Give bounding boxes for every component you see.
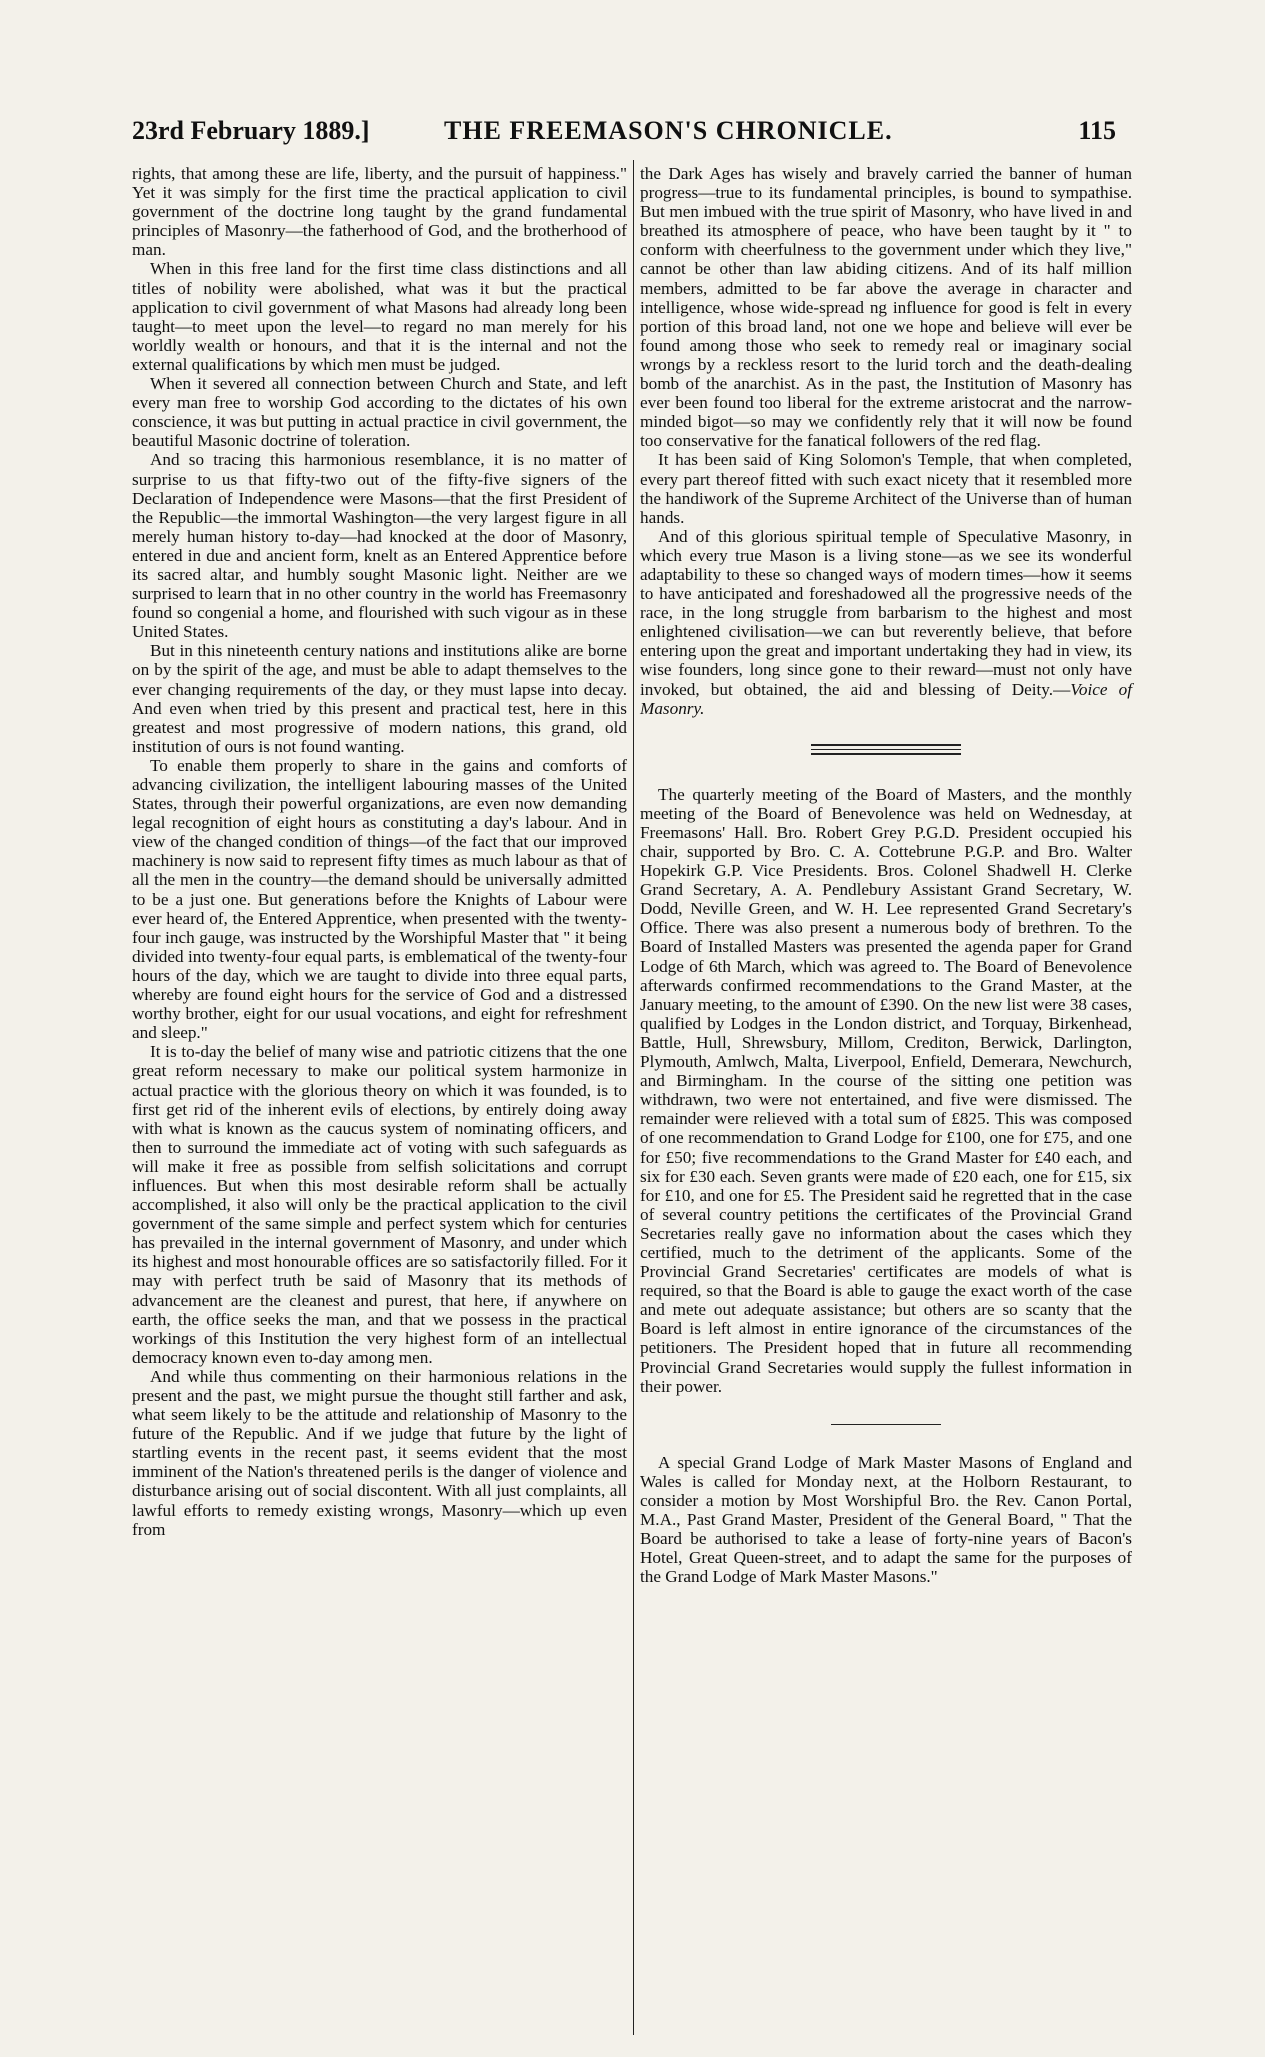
- item-separator: [831, 1424, 941, 1425]
- left-column: [132, 164, 627, 1539]
- news-item-mark-masons: A special Grand Lodge of Mark Master Masons of England and Wales is called for Monday next, at the Holborn Restaurant, to consider a motion by Most Worshipful Bro. the Rev. Canon Portal, M.A., Past Grand Master, President of the General Board, " That the Board be authorised to take a lease of forty-nine years of Bacon's Hotel, Great Queen-street, and to adapt the same for the purposes of the Grand Lodge of Mark Master Masons.": [640, 1452, 1132, 1587]
- article-paragraph: rights, that among these are life, liberty, and the pursuit of happiness." Yet it was simply for the first time the practical application to civil government of the doctrine long taught by the grand fundamental principles of Masonry—the fatherhood of God, and the brotherhood of man.: [132, 164, 627, 260]
- article-paragraph: It is to-day the belief of many wise and patriotic citizens that the one great reform necessary to make our political system harmonize in actual practice with the glorious theory on which it was founded, is to first get rid of the inherent evils of elections, by entirely doing away with what is known as the caucus system of nominating officers, and then to surround the immediate act of voting with such safeguards as will make it free as possible from selfish solicitations and corrupt influences. But when this most desirable reform shall be actually accomplished, it also will only be the practical application to the civil government of the same simple and perfect system which for centuries has prevailed in the internal government of Masonry, and under which its highest and most honourable offices are so satisfactorily filled. For it may with perfect truth be said of Masonry that its methods of advancement are the cleanest and purest, that here, if anywhere on earth, the office seeks the man, and that we possess in the practical workings of this Institution the very highest form of an intellectual democracy known even to-day among men.: [132, 1042, 627, 1367]
- article-paragraph: When it severed all connection between Church and State, and left every man free to worship God according to the dictates of his own conscience, it was but putting in actual practice in civil government, the beautiful Masonic doctrine of toleration.: [132, 374, 627, 451]
- article-paragraph: And so tracing this harmonious resemblance, it is no matter of surprise to us that fifty-two out of the fifty-five signers of the Declaration of Independence were Masons—that the first President of the Republic—the immortal Washington—the very largest figure in all merely human history to-day—had knocked at the door of Masonry, entered in due and ancient form, knelt as an Entered Apprentice before its sacred altar, and humbly sought Masonic light. Neither are we surprised to learn that in no other country in the world has Freemasonry found so congenial a home, and flourished with such vigour as in these United States.: [132, 450, 627, 642]
- article-paragraph: It has been said of King Solomon's Temple, that when completed, every part thereof fitted with such exact nicety that it resembled more the handiwork of the Supreme Architect of the Universe than of human hands.: [640, 450, 1132, 527]
- article-paragraph-text: And of this glorious spiritual temple of Speculative Masonry, in which every true Mason is a living stone—as we see its wonderful adaptability to these so changed ways of modern times—how it seems to have anticipated and foreshadowed all the progressive needs of the race, in the long struggle from barbarism to the highest and most enlightened civilisation—we can but reverently believe, that before entering upon the great and important undertaking they had in view, its wise founders, long since gone to their reward—must not only have invoked, but obtained, the aid and blessing of Deity.—: [640, 526, 1132, 699]
- news-item-benevolence: The quarterly meeting of the Board of Masters, and the monthly meeting of the Board of Benevolence was held on Wednesday, at Freemasons' Hall. Bro. Robert Grey P.G.D. President occupied his chair, supported by Bro. C. A. Cottebrune P.G.P. and Bro. Walter Hopekirk G.P. Vice Presidents. Bros. Colonel Shadwell H. Clerke Grand Secretary, A. A. Pendlebury Assistant Grand Secretary, W. Dodd, Neville Green, and W. H. Lee represented Grand Secretary's Office. There was also present a numerous body of brethren. To the Board of Installed Masters was presented the agenda paper for Grand Lodge of 6th March, which was agreed to. The Board of Benevolence afterwards confirmed recommendations to the Grand Master, at the January meeting, to the amount of £390. On the new list were 38 cases, qualified by Lodges in the London district, and Torquay, Birkenhead, Battle, Hull, Shrewsbury, Millom, Crediton, Berwick, Darlington, Plymouth, Amlwch, Malta, Liverpool, Enfield, Demerara, Newchurch, and Birmingham. In the course of the sitting one petition was withdrawn, two were not entertained, and five were dismissed. The remainder were relieved with a total sum of £825. This was composed of one recommendation to Grand Lodge for £100, one for £75, and one for £50; five recommendations to the Grand Master for £40 each, and six for £30 each. Seven grants were made of £20 each, one for £15, six for £10, and one for £5. The President said he regretted that in the case of several country petitions the certificates of the Provincial Grand Secretaries really gave no information about the cases which they certified, much to the detriment of the applicants. Some of the Provincial Grand Secretaries' certificates are models of what is required, so that the Board is able to gauge the exact worth of the case and mete out adequate assistance; but others are so scanty that the Board is left almost in entire ignorance of the circumstances of the petitioners. The President hoped that in future all recommending Provincial Grand Secretaries would supply the fullest information in their power.: [640, 784, 1132, 1396]
- page-number: 115: [1078, 116, 1116, 145]
- source-attribution: Voice of Masonry.: [640, 679, 1132, 718]
- right-column: [640, 164, 1132, 1586]
- article-paragraph: But in this nineteenth century nations and institutions alike are borne on by the spirit of the age, and must be able to adapt themselves to the ever changing requirements of the day, or they must lapse into decay. And even when tried by this present and practical test, here in this greatest and most progressive of modern nations, this grand, old institution of ours is not found wanting.: [132, 641, 627, 756]
- section-separator: [811, 744, 961, 755]
- article-paragraph: To enable them properly to share in the gains and comforts of advancing civilization, the intelligent labouring masses of the United States, through their powerful organizations, are even now demanding legal recognition of eight hours as constituting a day's labour. And in view of the changed condition of things—of the fact that our improved machinery is now said to represent fifty times as much labour as that of all the men in the country—the demand should be universally admitted to be a just one. But generations before the Knights of Labour were ever heard of, the Entered Apprentice, when presented with the twenty-four inch gauge, was instructed by the Worshipful Master that " it being divided into twenty-four equal parts, is emblematical of the twenty-four hours of the day, which we are taught to divide into three equal parts, whereby are found eight hours for the service of God and a distressed worthy brother, eight for our usual vocations, and eight for refreshment and sleep.": [132, 755, 627, 1043]
- article-paragraph: the Dark Ages has wisely and bravely carried the banner of human progress—true to its fundamental principles, is bound to sympathise. But men imbued with the true spirit of Masonry, who have lived in and breathed its atmosphere of peace, who have been taught by it " to conform with cheerfulness to the government under which they live," cannot be other than law abiding citizens. And of its half million members, admitted to be far above the average in character and intelligence, whose wide-spread ng influence for good is felt in every portion of this broad land, not one we hope and believe will ever be found among those who seek to remedy real or imaginary social wrongs by a reckless resort to the lurid torch and the death-dealing bomb of the anarchist. As in the past, the Institution of Masonry has ever been found too liberal for the extreme aristocrat and the narrow-minded bigot—so may we confidently rely that it will now be found too conservative for the fanatical followers of the red flag.: [640, 164, 1132, 451]
- article-paragraph: When in this free land for the first time class distinctions and all titles of nobility were abolished, what was it but the practical application to civil government of what Masons had already long been taught—to meet upon the level—to regard no man merely for his worldly wealth or honours, and that it is the internal and not the external qualifications by which men must be judged.: [132, 259, 627, 374]
- article-paragraph: And while thus commenting on their harmonious relations in the present and the past, we might pursue the thought still farther and ask, what seem likely to be the attitude and relationship of Masonry to the future of the Republic. And if we judge that future by the light of startling events in the recent past, it seems evident that the most imminent of the Nation's threatened perils is the danger of violence and disturbance arising out of social discontent. With all just complaints, all lawful efforts to remedy existing wrongs, Masonry—which up even from: [132, 1366, 627, 1539]
- column-divider: [633, 160, 634, 2035]
- publication-title: THE FREEMASON'S CHRONICLE.: [444, 116, 893, 145]
- article-paragraph: [640, 527, 1132, 718]
- issue-date: 23rd February 1889.]: [132, 116, 370, 145]
- masthead: [132, 116, 1132, 160]
